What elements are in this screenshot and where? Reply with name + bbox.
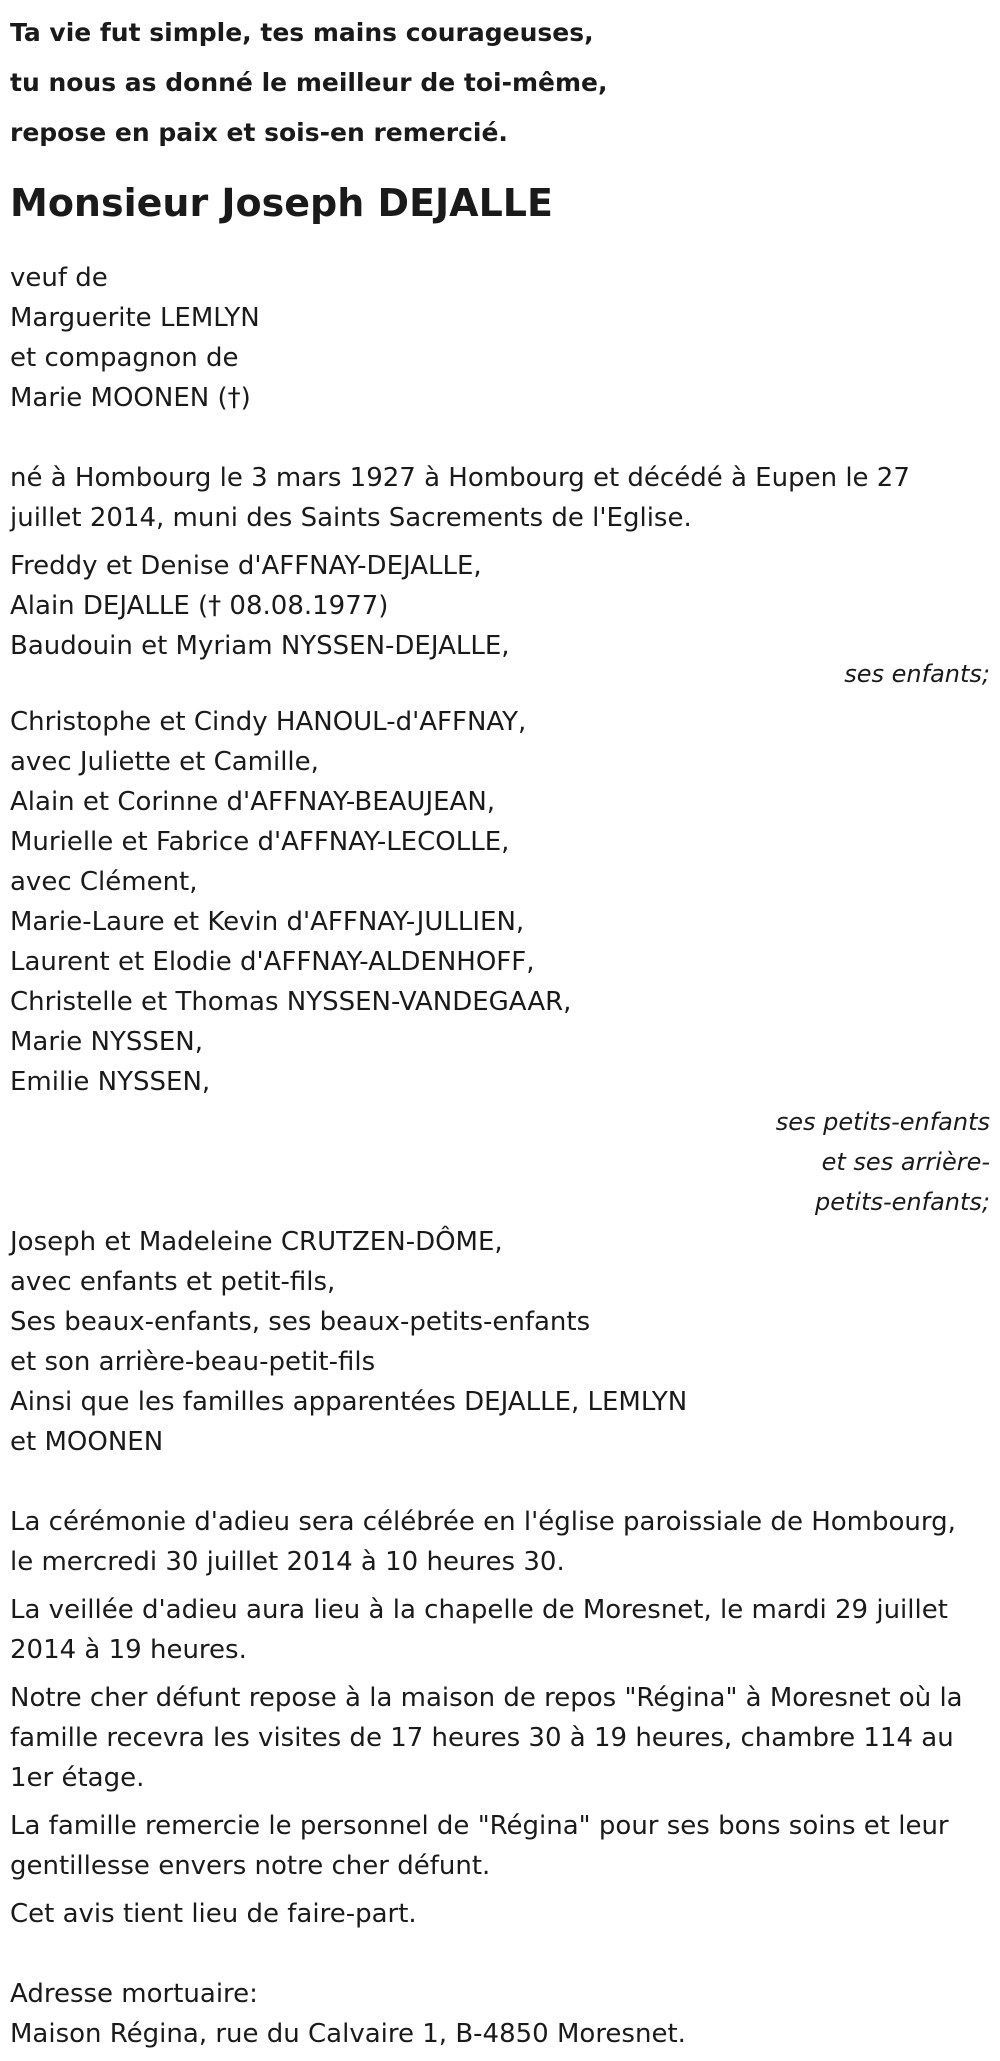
marital-line: et compagnon de [10, 343, 239, 373]
deceased-name: Monsieur Joseph DEJALLE [10, 181, 553, 225]
grandchildren-label [10, 1102, 990, 1222]
marital-status [10, 258, 990, 418]
child-line: Baudouin et Myriam NYSSEN-DEJALLE, [10, 631, 510, 661]
birth-death-line: né à Hombourg le 3 mars 1927 à Hombourg et décédé à Eupen le 27 [10, 463, 910, 493]
grandchildren-list [10, 702, 990, 1102]
ceremony-line: La cérémonie d'adieu sera célébrée en l'église paroissiale de Hombourg, [10, 1507, 956, 1537]
thanks-line: La famille remercie le personnel de "Régina" pour ses bons soins et leur [10, 1811, 949, 1841]
ceremony-line: le mercredi 30 juillet 2014 à 10 heures 30. [10, 1547, 565, 1577]
address-text: Maison Régina, rue du Calvaire 1, B-4850 Moresnet. [10, 2019, 686, 2049]
relative-line: et son arrière-beau-petit-fils [10, 1347, 376, 1377]
marital-line: Marie MOONEN (†) [10, 383, 251, 413]
thanks-line: gentillesse envers notre cher défunt. [10, 1851, 491, 1881]
thanks-paragraph [10, 1806, 990, 1886]
ceremony-paragraph [10, 1502, 990, 1582]
grandchild-line: Emilie NYSSEN, [10, 1067, 211, 1097]
grandchild-line: Alain et Corinne d'AFFNAY-BEAUJEAN, [10, 787, 496, 817]
children-list [10, 546, 990, 666]
grandchild-line: Laurent et Elodie d'AFFNAY-ALDENHOFF, [10, 947, 535, 977]
vigil-paragraph [10, 1590, 990, 1670]
grandchildren-label-line: ses petits-enfants [775, 1108, 990, 1136]
relatives-list [10, 1222, 990, 1462]
rest-paragraph [10, 1678, 990, 1798]
rest-line: Notre cher défunt repose à la maison de repos "Régina" à Moresnet où la [10, 1683, 963, 1713]
marital-line: veuf de [10, 263, 108, 293]
address-label: Adresse mortuaire: [10, 1979, 258, 2009]
verse [10, 8, 990, 158]
marital-line: Marguerite LEMLYN [10, 303, 260, 333]
notice-text: Cet avis tient lieu de faire-part. [10, 1899, 417, 1929]
grandchild-line: Marie NYSSEN, [10, 1027, 204, 1057]
grandchild-line: Murielle et Fabrice d'AFFNAY-LECOLLE, [10, 827, 510, 857]
verse-line: repose en paix et sois-en remercié. [10, 118, 508, 147]
relative-line: Ainsi que les familles apparentées DEJALLE, LEMLYN [10, 1387, 688, 1417]
grandchild-line: Marie-Laure et Kevin d'AFFNAY-JULLIEN, [10, 907, 525, 937]
grandchild-line: Christelle et Thomas NYSSEN-VANDEGAAR, [10, 987, 572, 1017]
verse-line: tu nous as donné le meilleur de toi-même, [10, 68, 608, 97]
grandchildren-label-line: et ses arrière- [821, 1148, 990, 1176]
obituary-content [10, 0, 990, 2054]
rest-line: famille recevra les visites de 17 heures 30 à 19 heures, chambre 114 au [10, 1723, 954, 1753]
birth-death [10, 458, 990, 538]
child-line: Freddy et Denise d'AFFNAY-DEJALLE, [10, 551, 482, 581]
verse-line: Ta vie fut simple, tes mains courageuses, [10, 18, 594, 47]
child-line: Alain DEJALLE († 08.08.1977) [10, 591, 389, 621]
children-label: ses enfants; [844, 660, 990, 688]
address-block [10, 1974, 990, 2054]
grandchild-line: Christophe et Cindy HANOUL-d'AFFNAY, [10, 707, 527, 737]
relative-line: Ses beaux-enfants, ses beaux-petits-enfants [10, 1307, 591, 1337]
relative-line: avec enfants et petit-fils, [10, 1267, 336, 1297]
vigil-line: 2014 à 19 heures. [10, 1635, 247, 1665]
birth-death-line: juillet 2014, muni des Saints Sacrements de l'Eglise. [10, 503, 692, 533]
grandchild-line: avec Juliette et Camille, [10, 747, 319, 777]
relative-line: et MOONEN [10, 1427, 164, 1457]
grandchild-line: avec Clément, [10, 867, 198, 897]
relative-line: Joseph et Madeleine CRUTZEN-DÔME, [10, 1227, 503, 1257]
rest-line: 1er étage. [10, 1763, 145, 1793]
vigil-line: La veillée d'adieu aura lieu à la chapelle de Moresnet, le mardi 29 juillet [10, 1595, 948, 1625]
grandchildren-label-line: petits-enfants; [815, 1188, 990, 1216]
